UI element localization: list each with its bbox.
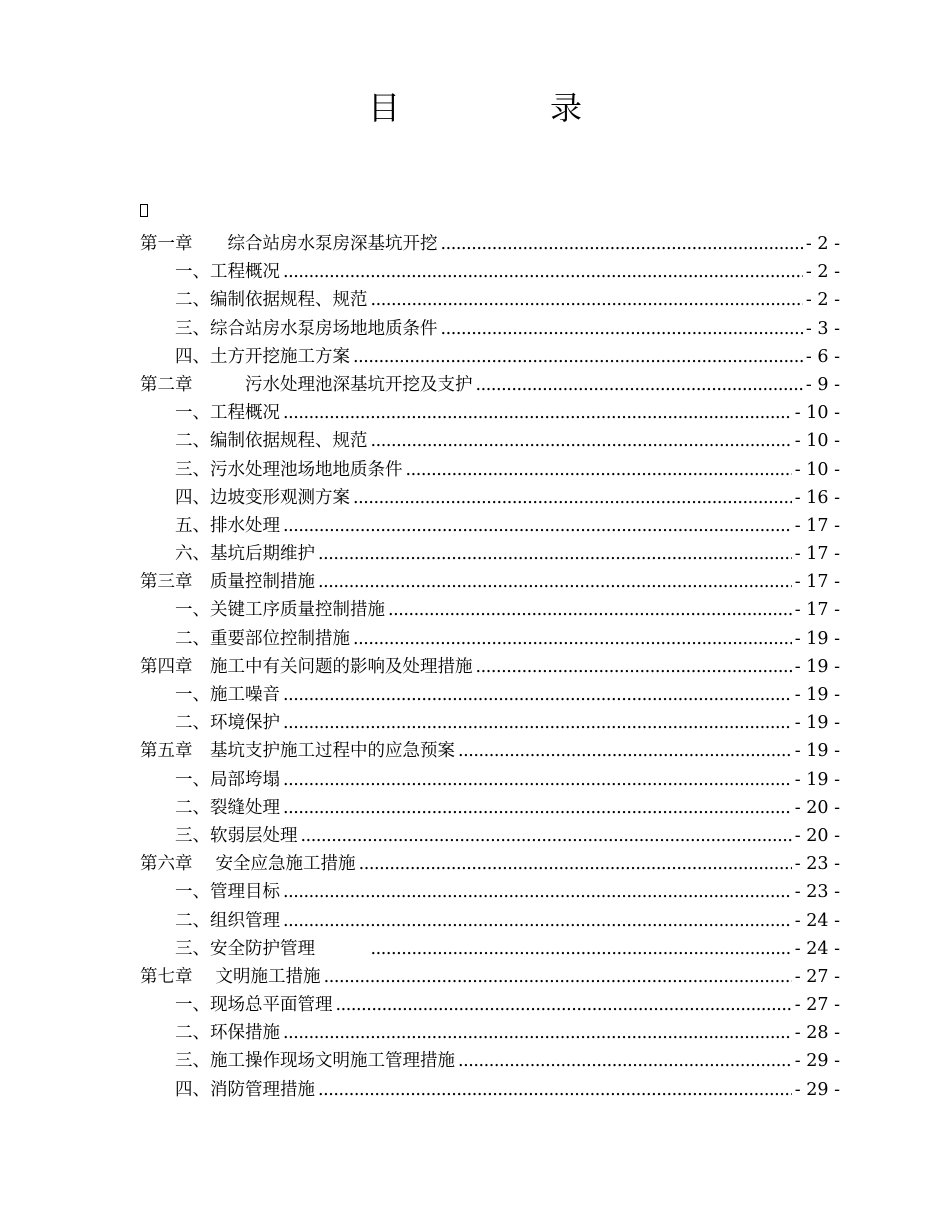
toc-dot-leader [458,737,792,765]
toc-entry-label: 四、边坡变形观测方案 [175,487,350,508]
toc-dot-leader [371,427,792,455]
toc-page-number: - 19 - [794,713,840,734]
toc-chapter-entry[interactable] [140,963,840,991]
toc-page-number: - 17 - [794,544,840,565]
toc-entry-label: 二、组织管理 [175,910,280,931]
toc-section-entry[interactable] [140,596,840,624]
toc-entry-label: 三、综合站房水泵房场地地质条件 [175,318,438,339]
toc-section-entry[interactable] [140,991,840,1019]
toc-page-number: - 20 - [794,797,840,818]
toc-page-number: - 29 - [794,1079,840,1100]
toc-page-number: - 27 - [794,995,840,1016]
toc-entry-label: 第七章 文明施工措施 [140,966,321,987]
toc-entry-label: 一、管理目标 [175,882,280,903]
toc-dot-leader [301,822,792,850]
toc-page-number: - 9 - [805,374,840,395]
toc-section-entry[interactable] [140,907,840,935]
toc-section-entry[interactable] [140,709,840,737]
toc-dot-leader [283,709,792,737]
toc-section-entry[interactable] [140,878,840,906]
toc-dot-leader [283,907,792,935]
toc-entry-label: 四、消防管理措施 [175,1079,315,1100]
toc-dot-leader [336,991,792,1019]
toc-dot-leader [353,484,792,512]
toc-dot-leader [441,315,803,343]
toc-page-number: - 17 - [794,515,840,536]
toc-entry-label: 第四章 施工中有关问题的影响及处理措施 [140,656,473,677]
toc-dot-leader [353,343,803,371]
toc-chapter-entry[interactable] [140,737,840,765]
toc-page-number: - 10 - [794,431,840,452]
toc-dot-leader [283,681,792,709]
toc-entry-label: 一、关键工序质量控制措施 [175,600,385,621]
toc-page-number: - 24 - [794,910,840,931]
toc-dot-leader [388,596,792,624]
toc-section-entry[interactable] [140,286,840,314]
toc-entry-label: 六、基坑后期维护 [175,544,315,565]
toc-section-entry[interactable] [140,427,840,455]
toc-page-number: - 10 - [794,403,840,424]
toc-section-entry[interactable] [140,1047,840,1075]
toc-page-number: - 23 - [794,882,840,903]
toc-section-entry[interactable] [140,399,840,427]
toc-entry-label: 二、编制依据规程、规范 [175,290,368,311]
toc-dot-leader [353,625,792,653]
toc-page-number: - 16 - [794,487,840,508]
toc-entry-label: 一、现场总平面管理 [175,995,333,1016]
toc-page-number: - 6 - [805,346,840,367]
toc-section-entry[interactable] [140,540,840,568]
toc-page-number: - 28 - [794,1023,840,1044]
title-char-mu: 目 [367,89,400,127]
toc-section-entry[interactable] [140,258,840,286]
toc-page-number: - 24 - [794,938,840,959]
toc-dot-leader [283,399,792,427]
title-char-lu: 录 [550,89,583,127]
toc-dot-leader [283,512,792,540]
toc-entry-label: 第二章 污水处理池深基坑开挖及支护 [140,374,473,395]
missing-glyph-box [140,204,148,217]
toc-entry-label: 二、裂缝处理 [175,797,280,818]
toc-entry-label: 二、重要部位控制措施 [175,628,350,649]
toc-page-number: - 10 - [794,459,840,480]
toc-page-number: - 20 - [794,825,840,846]
toc-section-entry[interactable] [140,343,840,371]
toc-dot-leader [476,653,792,681]
toc-page-number: - 17 - [794,600,840,621]
page-title [0,88,950,128]
toc-section-entry[interactable] [140,1019,840,1047]
toc-dot-leader [371,935,792,963]
toc-dot-leader [318,1076,792,1104]
toc-page-number: - 19 - [794,656,840,677]
toc-dot-leader [283,1019,792,1047]
toc-chapter-entry[interactable] [140,850,840,878]
toc-page-number: - 29 - [794,1051,840,1072]
toc-entry-label: 三、污水处理池场地地质条件 [175,459,403,480]
toc-section-entry[interactable] [140,484,840,512]
toc-entry-label: 第三章 质量控制措施 [140,572,315,593]
toc-entry-label: 三、软弱层处理 [175,825,298,846]
toc-page-number: - 2 - [805,290,840,311]
toc-section-entry[interactable] [140,512,840,540]
toc-entry-label: 五、排水处理 [175,515,280,536]
toc-page-number: - 3 - [805,318,840,339]
toc-page-number: - 2 - [805,262,840,283]
toc-section-entry[interactable] [140,1076,840,1104]
toc-entry-label: 一、局部垮塌 [175,769,280,790]
toc-entry-label: 二、环保措施 [175,1023,280,1044]
toc-dot-leader [318,540,792,568]
table-of-contents [140,230,840,1104]
toc-chapter-entry[interactable] [140,568,840,596]
toc-section-entry[interactable] [140,935,840,963]
toc-dot-leader [283,258,803,286]
toc-dot-leader [283,766,792,794]
toc-entry-label: 二、环境保护 [175,713,280,734]
toc-entry-label: 一、工程概况 [175,262,280,283]
toc-dot-leader [458,1047,792,1075]
toc-section-entry[interactable] [140,766,840,794]
toc-page-number: - 19 - [794,769,840,790]
toc-section-entry[interactable] [140,456,840,484]
toc-entry-label: 四、土方开挖施工方案 [175,346,350,367]
toc-entry-label: 一、施工噪音 [175,685,280,705]
toc-entry-label: 一、工程概况 [175,403,280,424]
toc-page-number: - 19 - [794,741,840,762]
toc-section-entry[interactable] [140,625,840,653]
toc-page-number: - 19 - [794,685,840,705]
toc-dot-leader [359,850,792,878]
toc-dot-leader [476,371,803,399]
toc-dot-leader [441,230,803,258]
toc-section-entry[interactable] [140,315,840,343]
toc-entry-label: 第六章 安全应急施工措施 [140,854,356,875]
toc-entry-label: 第五章 基坑支护施工过程中的应急预案 [140,741,455,762]
toc-dot-leader [371,286,803,314]
toc-page-number: - 27 - [794,966,840,987]
toc-chapter-entry[interactable] [140,371,840,399]
toc-entry-label: 三、施工操作现场文明施工管理措施 [175,1051,455,1072]
toc-entry-label: 第一章 综合站房水泵房深基坑开挖 [140,234,438,254]
toc-dot-leader [324,963,792,991]
toc-dot-leader [318,568,792,596]
toc-dot-leader [283,878,792,906]
toc-chapter-entry[interactable] [140,230,840,258]
toc-page-number: - 23 - [794,854,840,875]
toc-section-entry[interactable] [140,822,840,850]
toc-page-number: - 2 - [805,234,840,254]
toc-chapter-entry[interactable] [140,653,840,681]
toc-dot-leader [406,456,792,484]
toc-page-number: - 17 - [794,572,840,593]
toc-page-number: - 19 - [794,628,840,649]
toc-section-entry[interactable] [140,681,840,709]
toc-section-entry[interactable] [140,794,840,822]
toc-entry-label: 二、编制依据规程、规范 [175,431,368,452]
toc-dot-leader [283,794,792,822]
toc-entry-label: 三、安全防护管理 [175,938,368,959]
